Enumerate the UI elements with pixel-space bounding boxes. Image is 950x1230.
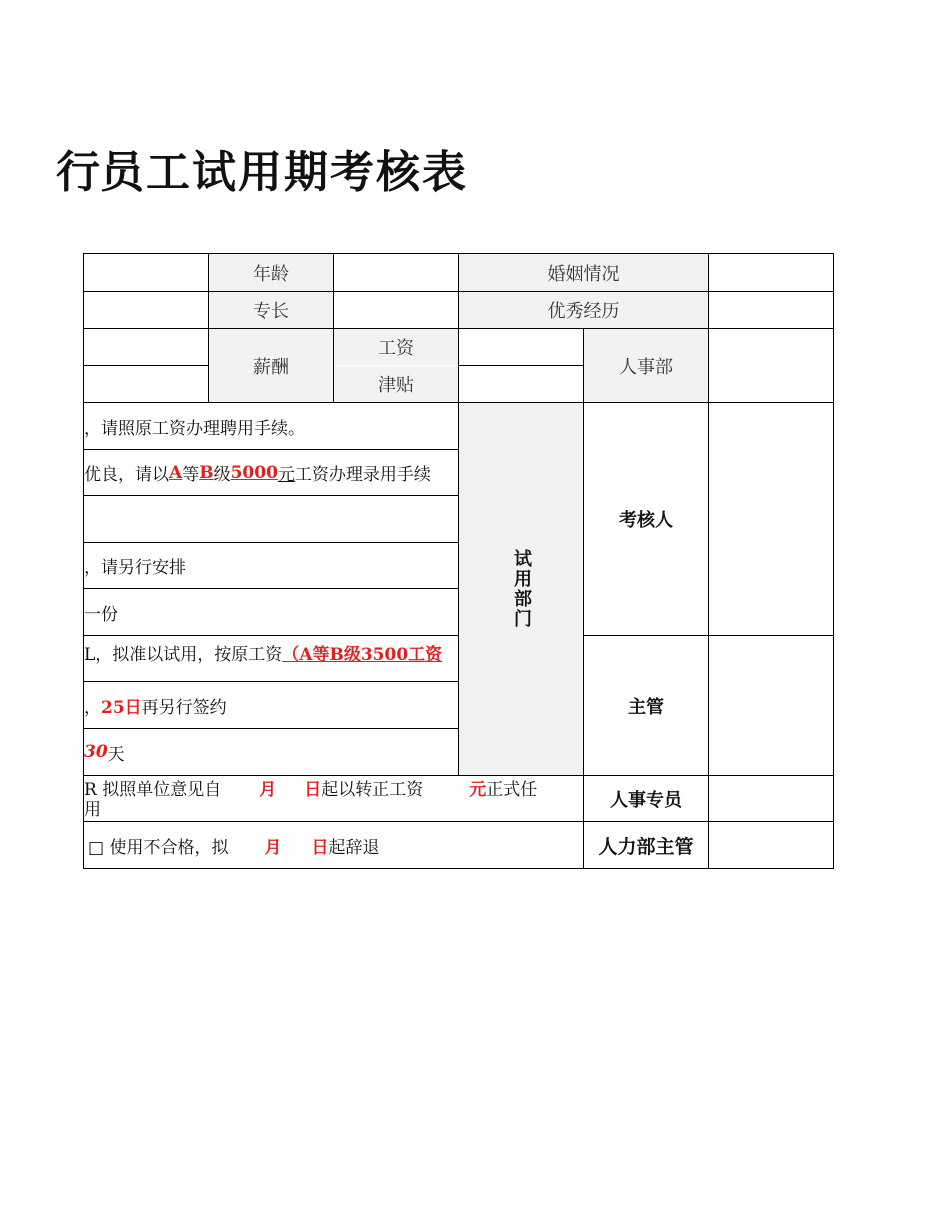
experience-value[interactable]: [709, 292, 833, 328]
trial-dept-label: 试用部门: [459, 403, 583, 775]
age-label: 年龄: [209, 254, 333, 291]
reject-row: □ 使用不合格，拟 月 日 起辞退: [88, 837, 380, 858]
age-value[interactable]: [334, 254, 458, 291]
hr-dept-label: 人事部: [584, 329, 708, 402]
assessor-label: 考核人: [619, 510, 673, 531]
allowance-value[interactable]: [459, 366, 583, 402]
grid-line-v: [833, 253, 834, 869]
option-row-6: L，拟准以试用，按原工资 （A等B级3500工资: [84, 645, 443, 665]
option-row-8: 30 天: [84, 742, 125, 765]
approve-row: R 拟照单位意见自 月 日起以转正工资 元正式任 用: [84, 780, 538, 820]
hr-manager-label: 人力部主管: [598, 835, 694, 858]
option-row-2: 优良，请以 A 等 B 级 5000 元 工资办理录用手续: [84, 462, 431, 485]
option-row-5: 一份: [84, 604, 118, 625]
option-row-1: ，请照原工资办理聘用手续。: [84, 418, 305, 439]
option-row-4: ，请另行安排: [84, 558, 186, 578]
specialty-value[interactable]: [334, 292, 458, 328]
salary-label: 薪酬: [209, 329, 333, 402]
specialty-label: 专长: [209, 292, 333, 328]
option-row-7: ， 25日 再另行签约: [84, 697, 227, 718]
grid-line-h: [83, 868, 834, 869]
page-title: 行员工试用期考核表: [56, 147, 468, 198]
experience-label: 优秀经历: [459, 292, 708, 328]
marital-value[interactable]: [709, 254, 833, 291]
wage-label: 工资: [334, 329, 458, 365]
allowance-label: 津贴: [334, 366, 458, 402]
option-row-3: [84, 496, 458, 542]
supervisor-label: 主管: [628, 696, 664, 718]
marital-label: 婚姻情况: [459, 254, 708, 291]
wage-value[interactable]: [459, 329, 583, 365]
hr-specialist-signature[interactable]: [709, 776, 833, 821]
hr-specialist-label: 人事专员: [610, 789, 682, 811]
assessor-signature[interactable]: [709, 403, 833, 635]
hr-manager-signature[interactable]: [709, 822, 833, 868]
supervisor-signature[interactable]: [709, 636, 833, 775]
